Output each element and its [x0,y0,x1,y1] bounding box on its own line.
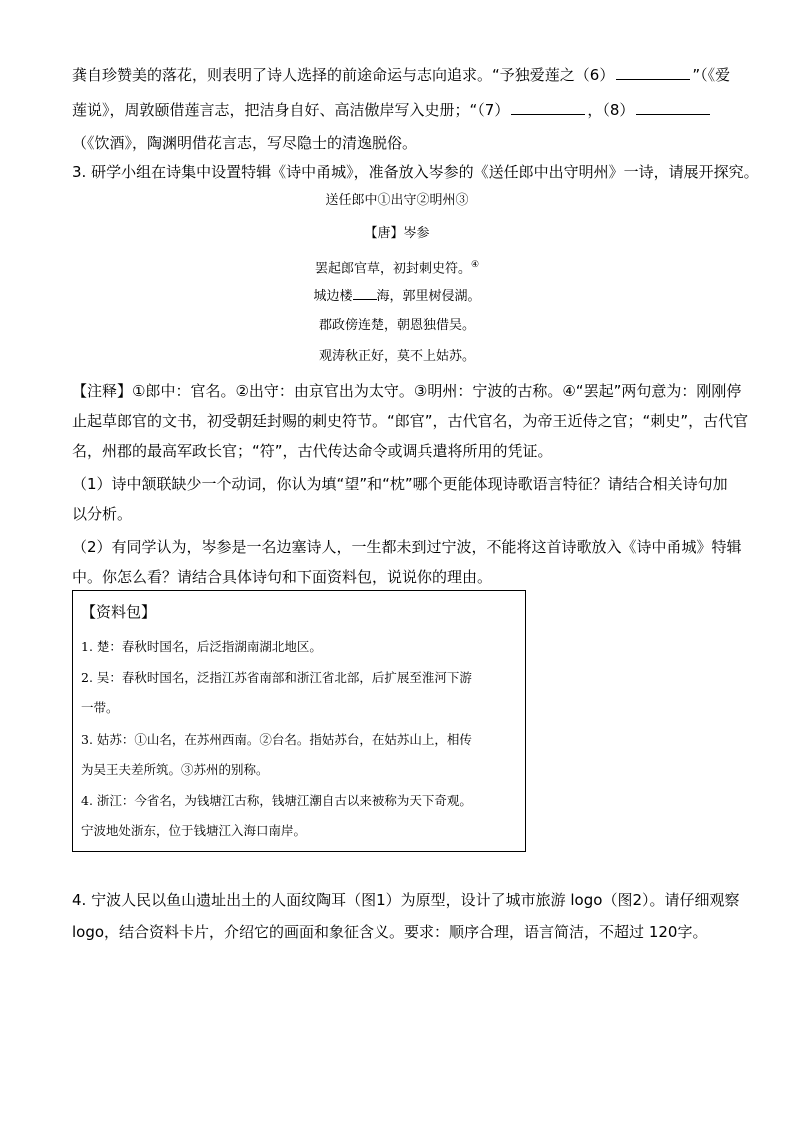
text: 城边楼 [313,289,353,304]
paragraph-line [72,60,731,90]
resource-line: 2. 吴：春秋时国名，泛指江苏省南部和浙江省北部，后扩展至淮河下游 [81,670,472,685]
text: 3. 研学小组在诗集中设置特辑《诗中甬城》，准备放入岑参的《送任郎中出守明州》一诗，请展开探究。 [72,163,759,181]
answer-blank-7[interactable] [511,97,585,115]
text: 龚自珍赞美的落花，则表明了诗人选择的前途命运与志向追求。“予独爱莲之（6） [72,66,615,84]
answer-blank-8[interactable] [636,97,710,115]
resource-line: 4. 浙江：今省名，为钱塘江古称，钱塘江潮自古以来被称为天下奇观。 [81,793,472,808]
resource-line: 为吴王夫差所筑。③苏州的别称。 [81,762,269,777]
note-marker: ④ [470,260,480,270]
resource-box-title: 【资料包】 [81,603,157,621]
text: 海，郭里树侵湖。 [376,289,481,304]
text: 罢起郎官草，初封刺史符。 [314,261,471,277]
text: ”（《爱 [692,66,731,84]
poem-line-4: 观涛秋正好，莫不上姑苏。 [318,349,475,364]
question-4: logo，结合资料卡片，介绍它的画面和象征含义。要求：顺序合理，语言简洁，不超过 120字。 [72,923,708,941]
poem-line-1 [0,255,794,279]
notes-line: 名，州郡的最高军政长官；“符”，古代传达命令或调兵遣将所用的凭证。 [72,442,553,460]
subquestion-1: （1）诗中颔联缺少一个动词，你认为填“望”和“枕”哪个更能体现诗歌语言特征？请结合相关诗句加 [72,475,728,493]
resource-line: 3. 姑苏：①山名，在苏州西南。②台名。指姑苏台，在姑苏山上，相传 [81,732,472,747]
subquestion-2: 中。你怎么看？请结合具体诗句和下面资料包，说说你的理由。 [72,568,493,586]
paragraph-line [72,95,724,125]
resource-line: 1. 楚：春秋时国名，后泛指湖南湖北地区。 [81,639,322,654]
subquestion-2: （2）有同学认为，岑参是一名边塞诗人，一生都未到过宁波，不能将这首诗歌放入《诗中甬城》特辑 [72,538,742,556]
answer-blank-6[interactable] [616,62,690,80]
poem-line-3: 郡政傍连楚，朝恩独借吴。 [318,318,475,333]
question-3-intro [72,157,759,187]
text: 莲说》，周敦颐借莲言志，把洁身自好、高洁傲岸写入史册；“（7） [72,101,510,119]
poem-line-2 [0,286,794,307]
notes-line: 止起草郎官的文书，初受朝廷封赐的刺史符节。“郎官”，古代官名，为帝王近侍之官；“刺史”，古代官 [72,412,749,430]
poem-blank[interactable] [353,286,377,300]
question-4: 4. 宁波人民以鱼山遗址出土的人面纹陶耳（图1）为原型，设计了城市旅游 logo（图2）。请仔细观察 [72,891,740,909]
resource-line: 一带。 [81,700,119,715]
resource-box [72,590,526,852]
paragraph-line [72,128,724,158]
notes-line: 【注释】①郎中：官名。②出守：由京官出为太守。③明州：宁波的古称。④“罢起”两句意为：刚刚停 [72,382,742,400]
resource-line: 宁波地处浙东，位于钱塘江入海口南岸。 [81,823,307,838]
poem-title: 送任郎中①出守②明州③ [325,193,469,208]
text: （《饮酒》，陶渊明借花言志，写尽隐士的清逸脱俗。 [72,134,418,152]
text: ，（8） [587,101,635,119]
subquestion-1: 以分析。 [72,505,133,523]
poem-author: 【唐】岑参 [364,226,430,241]
